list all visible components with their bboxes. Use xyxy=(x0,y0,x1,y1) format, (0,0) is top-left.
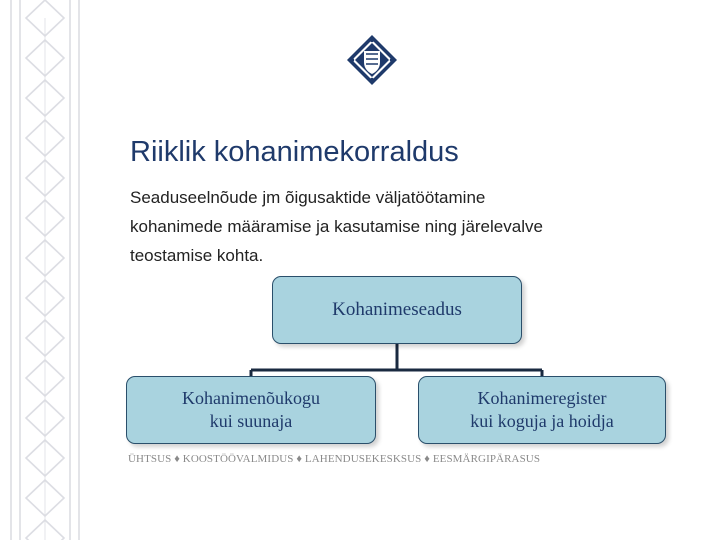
org-node-root xyxy=(272,276,522,344)
org-node-right-line1: Kohanimeregister xyxy=(477,388,607,408)
org-node-right-line2: kui koguja ja hoidja xyxy=(470,411,614,431)
footer-motto: ÜHTSUS ♦ KOOSTÖÖVALMIDUS ♦ LAHENDUSEKESKSUS ♦ EESMÄRGIPÄRASUS xyxy=(128,453,541,465)
slide-body-text: Seaduseelnõude jm õigusaktide väljatöötamine kohanimede määramise ja kasutamise ning järelevalve teostamise kohta. xyxy=(130,188,543,265)
org-node-right xyxy=(418,376,666,444)
slide-title: Riiklik kohanimekorraldus xyxy=(130,136,459,168)
org-node-root-label: Kohanimeseadus xyxy=(332,299,462,320)
org-node-left-line1: Kohanimenõukogu xyxy=(182,388,320,408)
org-node-left-line2: kui suunaja xyxy=(209,411,293,431)
org-node-left xyxy=(126,376,376,444)
